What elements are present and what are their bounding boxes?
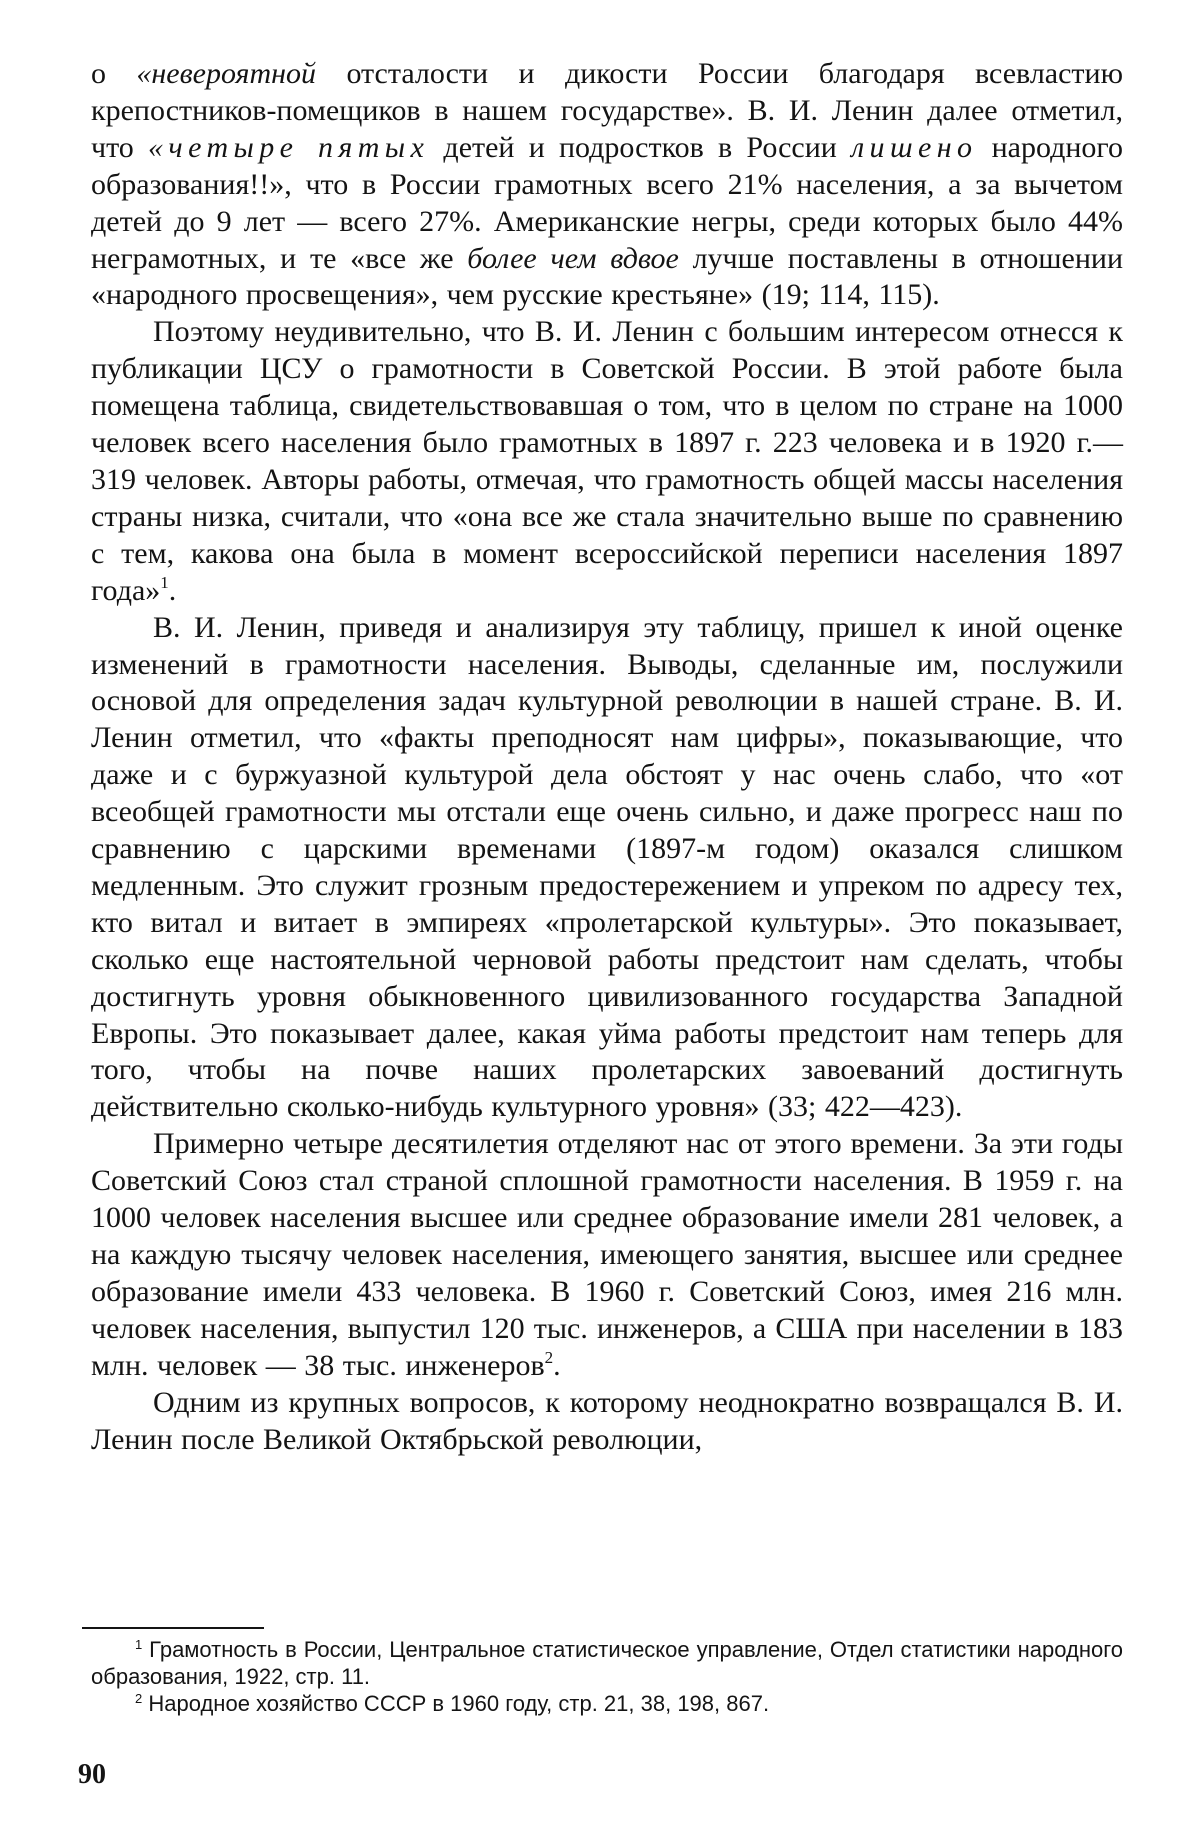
page-number: 90	[78, 1759, 106, 1790]
footnote-text: Грамотность в России, Центральное статистическое управление, Отдел статистики народного образования, 1922, стр. 11.	[91, 1637, 1123, 1689]
footnote-ref: 2	[544, 1347, 554, 1367]
text-run: о	[91, 57, 137, 90]
text-run: .	[553, 1348, 561, 1382]
text-run: Примерно четыре десятилетия отделяют нас от этого времени. За эти годы Советский Союз стал страной сплошной грамотности населения. В 1959 г. на 1000 человек населения высшее или среднее образование имели 281 человек, а на каждую тысячу человек населения, имеющего занятия, высшее или среднее образование имели 433 человека. В 1960 г. Советский Союз, имея 216 млн. человек населения, выпустил 120 тыс. инженеров, а США при населении в 183 млн. человек — 38 тыс. инженеров	[91, 1127, 1123, 1382]
text-run: народного образования!!», что в России грамотных всего 21% населения, а за вычетом детей до 9 лет — всего 27%. Американские негры, среди которых было 44% неграмотных, и те «все же	[91, 130, 1123, 275]
footnote-1	[91, 1636, 1123, 1690]
paragraph-4	[91, 1126, 1123, 1384]
spaced-emphasis: лишено	[851, 130, 978, 164]
text-run: .	[168, 573, 177, 607]
spaced-emphasis: «четыре пятых	[148, 130, 430, 164]
text-run: Одним из крупных вопросов, к которому неоднократно возвращался В. И. Ленин после Великой Октябрьской революции,	[91, 1385, 1123, 1456]
text-run: отсталости и дикости России благодаря всевластию крепостников-помещиков в нашем государстве». В. И. Ленин далее отметил, что	[91, 57, 1123, 164]
paragraph-5	[91, 1385, 1123, 1459]
italic-emphasis: более чем вдвое	[467, 241, 679, 275]
paragraph-1	[91, 56, 1123, 314]
footnote-mark: 1	[135, 1637, 143, 1652]
italic-emphasis: «невероятной	[136, 57, 317, 90]
footnote-text: Народное хозяйство СССР в 1960 году, стр. 21, 38, 198, 867.	[148, 1691, 770, 1716]
footnote-divider	[82, 1627, 264, 1629]
paragraph-2	[91, 314, 1123, 609]
footnote-2	[91, 1690, 1123, 1717]
body-text	[91, 56, 1123, 1458]
text-run: В. И. Ленин, приведя и анализируя эту таблицу, пришел к иной оценке изменений в грамотности населения. Выводы, сделанные им, послужили основой для определения задач культурной революции в нашей стране. В. И. Ленин отметил, что «факты преподносят нам цифры», показывающие, что даже и с буржуазной культурой дела обстоят у нас очень слабо, что «от всеобщей грамотности мы отстали еще очень сильно, и даже прогресс наш по сравнению с царскими временами (1897-м годом) оказался слишком медленным. Это служит грозным предостережением и упреком по адресу тех, кто витал и витает в эмпиреях «пролетарской культуры». Это показывает, сколько еще настоятельной черновой работы предстоит нам сделать, чтобы достигнуть уровня обыкновенного цивилизованного государства Западной Европы. Это показывает далее, какая уйма работы предстоит нам теперь для того, чтобы на почве наших пролетарских завоеваний достигнуть действительно сколько-нибудь культурного уровня» (33; 422—423).	[91, 610, 1123, 1124]
text-run: Поэтому неудивительно, что В. И. Ленин с большим интересом отнесся к публикации ЦСУ о грамотности в Советской России. В этой работе была помещена таблица, свидетельствовавшая о том, что в целом по стране на 1000 человек всего населения было грамотных в 1897 г. 223 человека и в 1920 г.— 319 человек. Авторы работы, отмечая, что грамотность общей массы населения страны низка, считали, что «она все же стала значительно выше по сравнению с тем, какова она была в момент всероссийской переписи населения 1897 года»	[91, 315, 1123, 607]
footnote-ref: 1	[160, 572, 169, 592]
text-run: детей и подростков в России	[429, 130, 852, 164]
footnote-mark: 2	[135, 1691, 143, 1706]
text-run: лучше поставлены в отношении «народного просвещения», чем русские крестьяне» (19; 114, 115).	[91, 241, 1124, 312]
footnotes	[91, 1636, 1123, 1717]
paragraph-3	[91, 610, 1123, 1127]
